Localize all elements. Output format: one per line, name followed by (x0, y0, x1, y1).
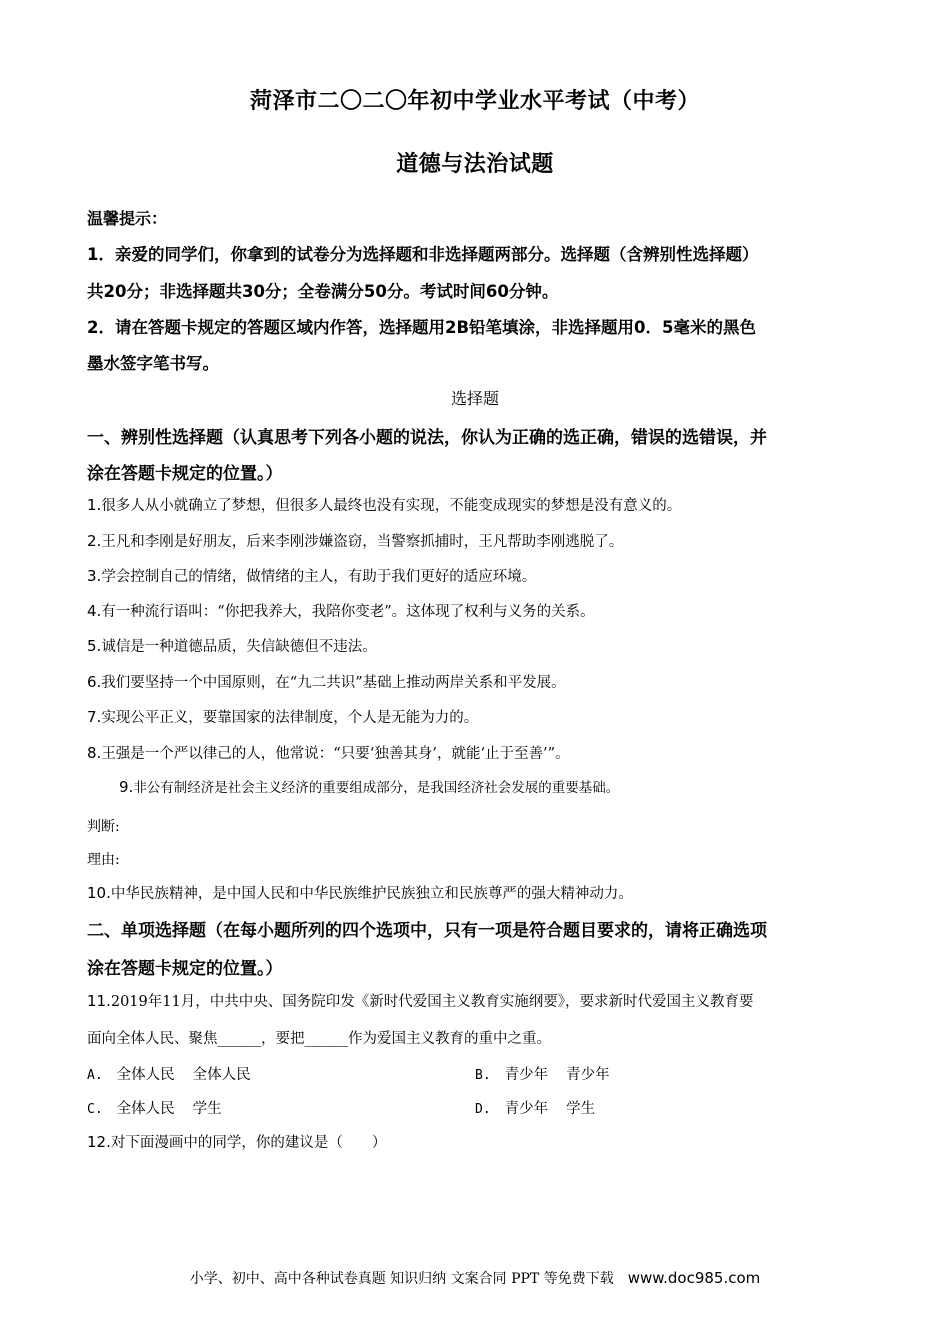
question-text: 学会控制自己的情绪，做情绪的主人，有助于我们更好的适应环境。 (101, 569, 537, 585)
question-number: 5. (87, 637, 102, 655)
hint-line-2b: 墨水签字笔书写。 (87, 354, 219, 373)
question-text: 很多人从小就确立了梦想，但很多人最终也没有实现，不能变成现实的梦想是没有意义的。 (101, 498, 682, 514)
option-first: 青少年 (504, 1067, 549, 1083)
question-number: 8. (87, 744, 102, 762)
question-number: 11. (87, 992, 111, 1010)
question-10 (87, 882, 633, 903)
section2-heading-line-b: 涂在答题卡规定的位置。） (87, 959, 283, 979)
footer-text: 小学、初中、高中各种试卷真题 知识归纳 文案合同 PPT 等免费下载 (189, 1271, 614, 1287)
question-2 (87, 530, 623, 551)
option-second: 学生 (566, 1101, 596, 1117)
question-text: 有一种流行语叫：“你把我养大，我陪你变老”。这体现了权利与义务的关系。 (101, 604, 595, 620)
question-text: 王凡和李刚是好朋友，后来李刚涉嫌盗窃，当警察抓捕时，王凡帮助李刚逃脱了。 (101, 534, 624, 550)
question-number: 2. (87, 532, 102, 550)
question-8 (87, 742, 570, 763)
option-d (475, 1097, 595, 1118)
section1-heading-line-b: 涂在答题卡规定的位置。） (87, 464, 283, 484)
question-11-line-a (87, 990, 753, 1011)
question-6 (87, 671, 566, 692)
question-text: 王强是一个严以律己的人，他常说：“只要‘独善其身’，就能‘止于至善’”。 (101, 746, 570, 762)
judge-label: 判断: (87, 819, 120, 835)
question-text: 我们要坚持一个中国原则，在“九二共识”基础上推动两岸关系和平发展。 (101, 675, 566, 691)
option-letter: A. (87, 1068, 103, 1083)
exam-subtitle: 道德与法治试题 (396, 152, 554, 177)
option-first: 全体人民 (116, 1101, 175, 1117)
question-1 (87, 494, 681, 515)
part-heading: 选择题 (450, 389, 499, 408)
question-number: 9. (119, 778, 134, 796)
question-12 (87, 1131, 386, 1152)
question-number: 7. (87, 708, 102, 726)
exam-title: 菏泽市二〇二〇年初中学业水平考试（中考） (249, 89, 700, 114)
question-5 (87, 635, 377, 656)
question-text: 对下面漫画中的同学，你的建议是（ ） (110, 1135, 387, 1151)
page-footer (0, 1268, 950, 1288)
question-number: 1. (87, 496, 102, 514)
option-a (87, 1063, 251, 1084)
hint-line-1b: 共20分；非选择题共30分；全卷满分50分。考试时间60分钟。 (87, 282, 559, 301)
question-9 (119, 776, 619, 796)
question-number: 10. (87, 884, 111, 902)
hints-heading: 温馨提示： (87, 209, 168, 228)
question-11-line-b: 面向全体人民、聚焦______，要把______作为爱国主义教育的重中之重。 (87, 1031, 551, 1047)
question-text: 非公有制经济是社会主义经济的重要组成部分，是我国经济社会发展的重要基础。 (133, 780, 620, 796)
question-number: 4. (87, 602, 102, 620)
question-number: 3. (87, 567, 102, 585)
option-second: 全体人民 (192, 1067, 251, 1083)
question-text: 实现公平正义，要靠国家的法律制度，个人是无能为力的。 (101, 710, 479, 726)
question-text: 诚信是一种道德品质，失信缺德但不违法。 (101, 639, 377, 655)
option-first: 全体人民 (116, 1067, 175, 1083)
hint-line-2a: 2．请在答题卡规定的答题区域内作答，选择题用2B铅笔填涂，非选择题用0．5毫米的黑色 (87, 318, 756, 337)
option-c (87, 1097, 222, 1118)
question-4 (87, 600, 595, 621)
question-text: 2019年11月，中共中央、国务院印发《新时代爱国主义教育实施纲要》，要求新时代爱国主义教育要 (110, 994, 754, 1010)
footer-url[interactable]: www.doc985.com (627, 1269, 761, 1287)
option-letter: B. (475, 1068, 491, 1083)
section2-heading-line-a: 二、单项选择题（在每小题所列的四个选项中，只有一项是符合题目要求的，请将正确选项 (87, 921, 767, 941)
question-number: 12. (87, 1133, 111, 1151)
reason-label: 理由: (87, 852, 120, 868)
question-text: 中华民族精神，是中国人民和中华民族维护民族独立和民族尊严的强大精神动力。 (110, 886, 633, 902)
question-3 (87, 565, 536, 586)
option-first: 青少年 (504, 1101, 549, 1117)
option-b (475, 1063, 610, 1084)
hint-line-1a: 1．亲爱的同学们，你拿到的试卷分为选择题和非选择题两部分。选择题（含辨别性选择题） (87, 245, 759, 264)
section1-heading-line-a: 一、辨别性选择题（认真思考下列各小题的说法，你认为正确的选正确，错误的选错误，并 (87, 428, 767, 448)
option-second: 青少年 (566, 1067, 610, 1083)
option-second: 学生 (192, 1101, 222, 1117)
question-number: 6. (87, 673, 102, 691)
option-letter: C. (87, 1102, 103, 1117)
option-letter: D. (475, 1102, 491, 1117)
question-7 (87, 706, 478, 727)
